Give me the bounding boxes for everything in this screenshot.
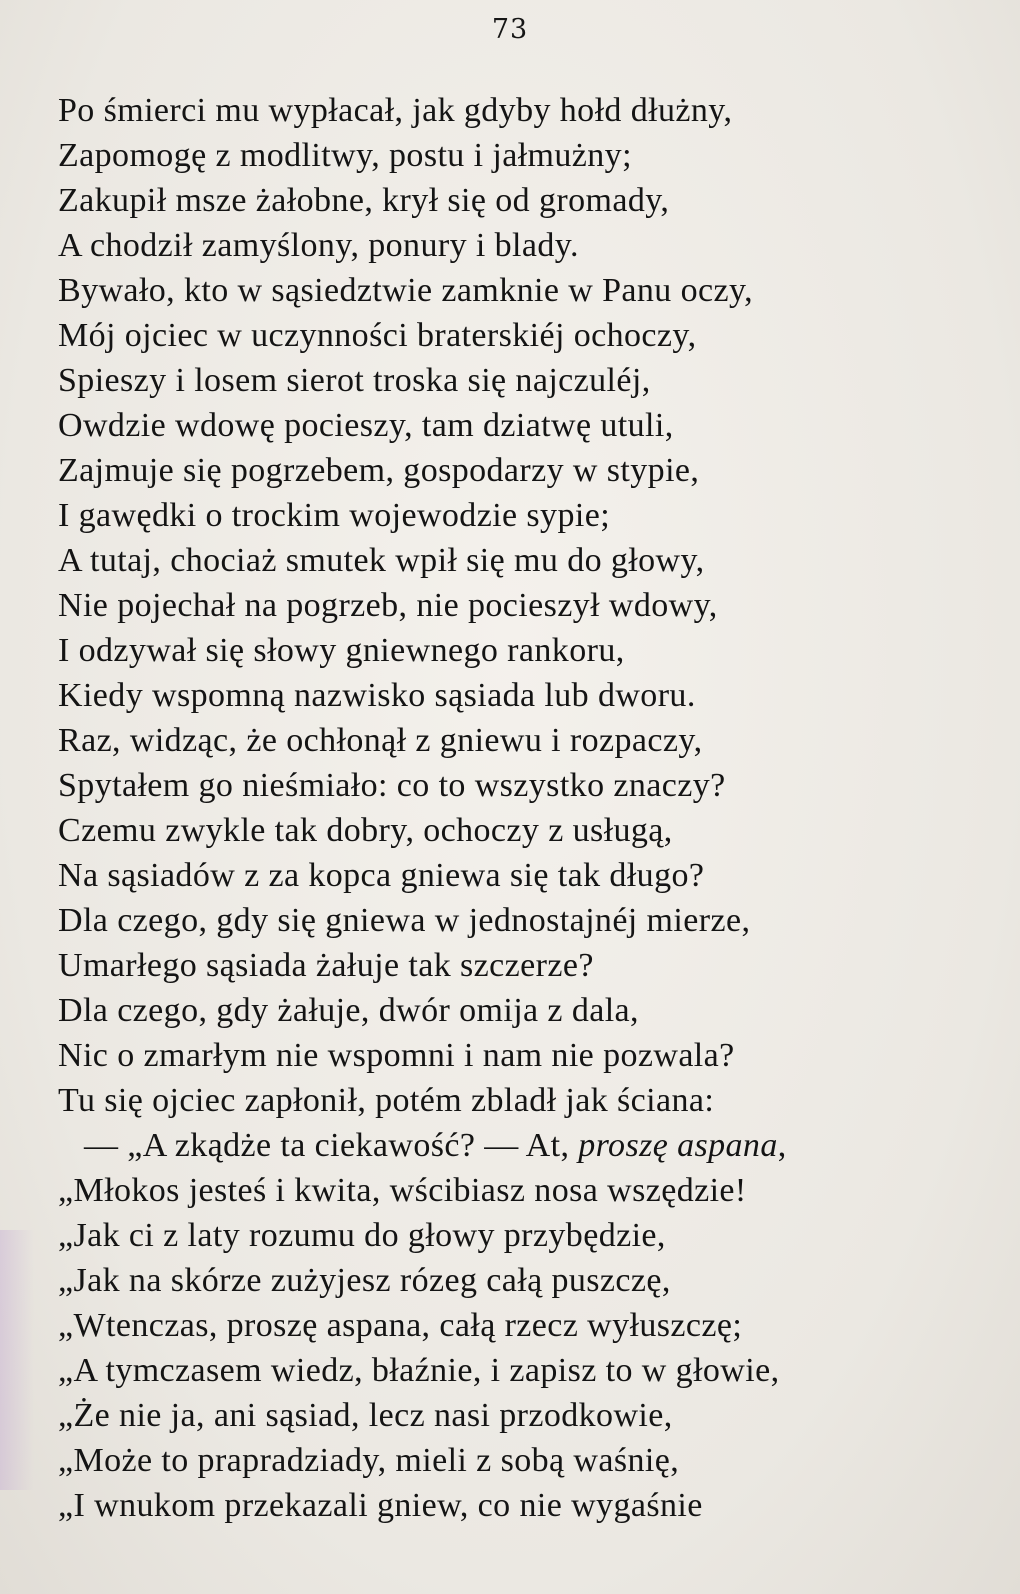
quoted-verse-line: „Że nie ja, ani sąsiad, lecz nasi przodkowie, — [58, 1397, 673, 1434]
verse-line: I odzywał się słowy gniewnego rankoru, — [58, 632, 625, 669]
verse-line: Nie pojechał na pogrzeb, nie pocieszył wdowy, — [58, 587, 718, 624]
dialogue-italic: proszę aspana — [578, 1127, 778, 1164]
verse-line: Czemu zwykle tak dobry, ochoczy z usługą, — [58, 812, 673, 849]
verse-line: Zakupił msze żałobne, krył się od gromady, — [58, 182, 670, 219]
quoted-verse-line: „Młokos jesteś i kwita, wścibiasz nosa wszędzie! — [58, 1172, 747, 1209]
verse-line: Bywało, kto w sąsiedztwie zamknie w Panu oczy, — [58, 272, 754, 309]
poem-text — [58, 88, 1008, 1528]
quoted-verse-line: „A tymczasem wiedz, błaźnie, i zapisz to w głowie, — [58, 1352, 780, 1389]
verse-line: Umarłego sąsiada żałuje tak szczerze? — [58, 947, 594, 984]
paper-stain — [0, 1230, 34, 1490]
page-number: 73 — [491, 14, 529, 45]
quoted-verse-line: „Może to prapradziady, mieli z sobą waśnię, — [58, 1442, 680, 1479]
verse-line: Owdzie wdowę pocieszy, tam dziatwę utuli, — [58, 407, 674, 444]
quoted-verse-line: „I wnukom przekazali gniew, co nie wygaśnie — [58, 1487, 703, 1524]
dialogue-line — [58, 1123, 1008, 1168]
verse-line: Nic o zmarłym nie wspomni i nam nie pozwala? — [58, 1037, 735, 1074]
dialogue-prefix: — „A zkądże ta ciekawość? — At, — [84, 1127, 579, 1164]
quoted-verse-line: „Jak na skórze zużyjesz rózeg całą puszczę, — [58, 1262, 671, 1299]
quoted-verse-line: „Jak ci z laty rozumu do głowy przybędzie, — [58, 1217, 666, 1254]
verse-line: Po śmierci mu wypłacał, jak gdyby hołd dłużny, — [58, 92, 733, 129]
quoted-verse-line: „Wtenczas, proszę aspana, całą rzecz wyłuszczę; — [58, 1307, 743, 1344]
verse-line: Spieszy i losem sierot troska się najczuléj, — [58, 362, 651, 399]
verse-line: Tu się ojciec zapłonił, potém zbladł jak ściana: — [58, 1082, 715, 1119]
verse-line: Raz, widząc, że ochłonął z gniewu i rozpaczy, — [58, 722, 703, 759]
verse-line: A chodził zamyślony, ponury i blady. — [58, 227, 579, 264]
verse-line: I gawędki o trockim wojewodzie sypie; — [58, 497, 611, 534]
verse-line: Na sąsiadów z za kopca gniewa się tak długo? — [58, 857, 705, 894]
verse-line: Zajmuje się pogrzebem, gospodarzy w stypie, — [58, 452, 700, 489]
dialogue-suffix: , — [777, 1127, 787, 1164]
verse-line: Zapomogę z modlitwy, postu i jałmużny; — [58, 137, 632, 174]
verse-line: Mój ojciec w uczynności braterskiéj ochoczy, — [58, 317, 697, 354]
verse-line: Kiedy wspomną nazwisko sąsiada lub dworu. — [58, 677, 696, 714]
verse-line: Spytałem go nieśmiało: co to wszystko znaczy? — [58, 767, 726, 804]
verse-line: Dla czego, gdy się gniewa w jednostajnéj mierze, — [58, 902, 751, 939]
verse-line: A tutaj, chociaż smutek wpił się mu do głowy, — [58, 542, 705, 579]
verse-line: Dla czego, gdy żałuje, dwór omija z dala, — [58, 992, 639, 1029]
